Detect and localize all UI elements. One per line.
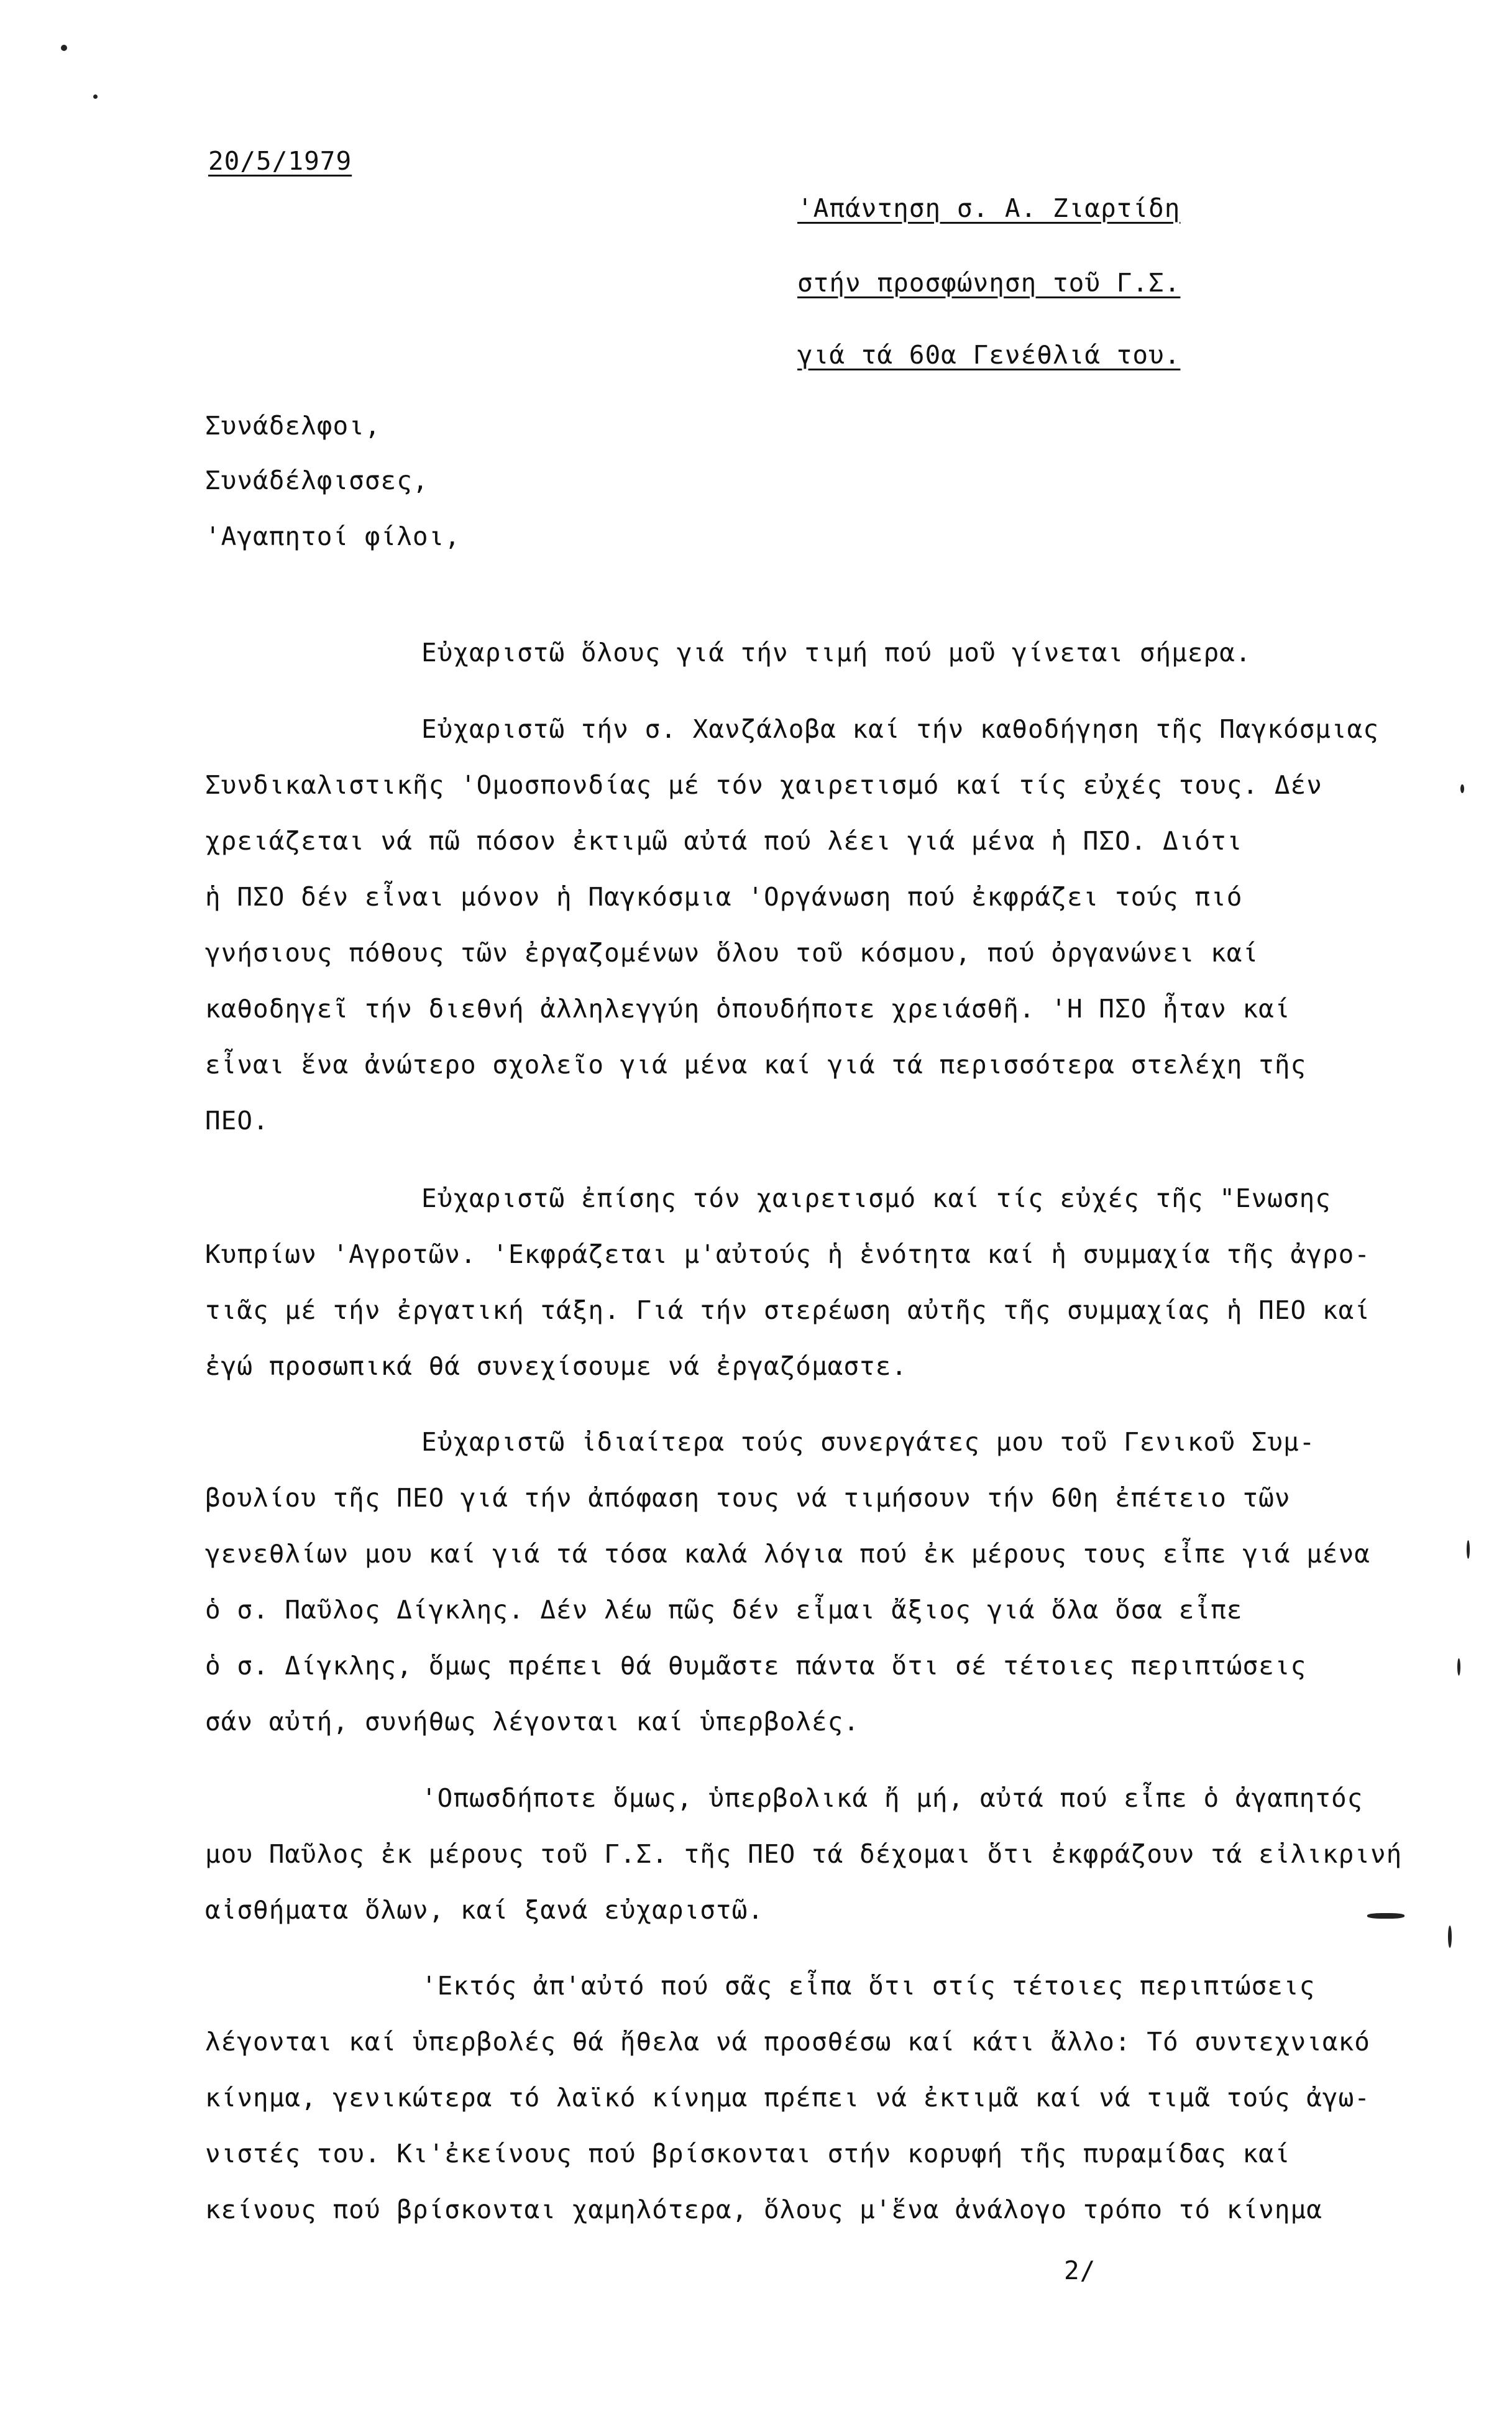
- paragraph-4-line-5: ὁ σ. Δίγκλης, ὅμως πρέπει θά θυμᾶστε πάντα ὅτι σέ τέτοιες περιπτώσεις: [205, 1651, 1307, 1681]
- paragraph-2-line-7: εἶναι ἕνα ἀνώτερο σχολεῖο γιά μένα καί γιά τά περισσότερα στελέχη τῆς: [205, 1050, 1307, 1080]
- paragraph-5-line-1: 'Οπωσδήποτε ὅμως, ὑπερβολικά ἤ μή, αὐτά πού εἶπε ὁ ἀγαπητός: [421, 1783, 1363, 1813]
- heading-line-3: γιά τά 60α Γενέθλιά του.: [797, 340, 1181, 370]
- paragraph-3-line-3: τιᾶς μέ τήν ἐργατική τάξη. Γιά τήν στερέωση αὐτῆς τῆς συμμαχίας ἡ ΠΕΟ καί: [205, 1295, 1370, 1325]
- paragraph-4-line-1: Εὐχαριστῶ ἰδιαίτερα τούς συνεργάτες μου τοῦ Γενικοῦ Συμ-: [421, 1427, 1316, 1457]
- salutation-line-2: Συνάδέλφισσες,: [205, 466, 429, 495]
- paragraph-6-line-1: 'Εκτός ἀπ'αὐτό πού σᾶς εἶπα ὅτι στίς τέτοιες περιπτώσεις: [421, 1971, 1316, 2001]
- paragraph-2-line-1: Εὐχαριστῶ τήν σ. Χανζάλοβα καί τήν καθοδήγηση τῆς Παγκόσμιας: [421, 714, 1380, 744]
- scan-speck: [1457, 1658, 1460, 1676]
- page-number: 2/: [1064, 2256, 1096, 2285]
- paragraph-2-line-6: καθοδηγεῖ τήν διεθνή ἀλληλεγγύη ὁπουδήποτε χρειάσθῆ. 'Η ΠΣΟ ἦταν καί: [205, 994, 1291, 1024]
- paragraph-6-line-2: λέγονται καί ὑπερβολές θά ἤθελα νά προσθέσω καί κάτι ἄλλο: Τό συντεχνιακό: [205, 2027, 1370, 2057]
- paragraph-4-line-2: βουλίου τῆς ΠΕΟ γιά τήν ἀπόφαση τους νά τιμήσουν τήν 60η ἐπέτειο τῶν: [205, 1483, 1291, 1513]
- salutation-line-3: 'Αγαπητοί φίλοι,: [205, 521, 460, 551]
- heading-line-2: στήν προσφώνηση τοῦ Γ.Σ.: [797, 268, 1181, 298]
- paragraph-2-line-8: ΠΕΟ.: [205, 1106, 269, 1136]
- scan-speck: [61, 45, 67, 51]
- scan-speck: [1367, 1913, 1404, 1919]
- paragraph-2-line-3: χρειάζεται νά πῶ πόσον ἐκτιμῶ αὐτά πού λέει γιά μένα ἡ ΠΣΟ. Διότι: [205, 826, 1243, 856]
- paragraph-3-line-4: ἐγώ προσωπικά θά συνεχίσουμε νά ἐργαζόμαστε.: [205, 1351, 908, 1381]
- paragraph-4-line-6: σάν αὐτή, συνήθως λέγονται καί ὑπερβολές.: [205, 1707, 860, 1737]
- paragraph-3-line-2: Κυπρίων 'Αγροτῶν. 'Εκφράζεται μ'αὐτούς ἡ ἑνότητα καί ἡ συμμαχία τῆς ἀγρο-: [205, 1239, 1370, 1269]
- paragraph-5-line-2: μου Παῦλος ἐκ μέρους τοῦ Γ.Σ. τῆς ΠΕΟ τά δέχομαι ὅτι ἐκφράζουν τά εἰλικρινή: [205, 1839, 1403, 1869]
- paragraph-1-line-1: Εὐχαριστῶ ὅλους γιά τήν τιμή πού μοῦ γίνεται σήμερα.: [421, 638, 1252, 668]
- scan-speck: [1448, 1926, 1452, 1948]
- paragraph-6-line-4: νιστές του. Κι'ἐκείνους πού βρίσκονται στήν κορυφή τῆς πυραμίδας καί: [205, 2139, 1291, 2169]
- paragraph-2-line-4: ἡ ΠΣΟ δέν εἶναι μόνον ἡ Παγκόσμια 'Οργάνωση πού ἐκφράζει τούς πιό: [205, 882, 1243, 912]
- heading-line-1: 'Απάντηση σ. Α. Ζιαρτίδη: [797, 193, 1181, 223]
- scan-speck: [93, 94, 98, 99]
- paragraph-2-line-5: γνήσιους πόθους τῶν ἐργαζομένων ὅλου τοῦ κόσμου, πού ὀργανώνει καί: [205, 938, 1259, 968]
- scan-speck: [1467, 1540, 1470, 1559]
- salutation-line-1: Συνάδελφοι,: [205, 411, 381, 441]
- scan-speck: [1460, 784, 1464, 793]
- paragraph-6-line-5: κείνους πού βρίσκονται χαμηλότερα, ὅλους μ'ἕνα ἀνάλογο τρόπο τό κίνημα: [205, 2195, 1322, 2224]
- paragraph-6-line-3: κίνημα, γενικώτερα τό λαϊκό κίνημα πρέπει νά ἐκτιμᾶ καί νά τιμᾶ τούς ἀγω-: [205, 2083, 1370, 2113]
- paragraph-5-line-3: αἰσθήματα ὅλων, καί ξανά εὐχαριστῶ.: [205, 1895, 764, 1925]
- date: 20/5/1979: [208, 146, 352, 176]
- paragraph-3-line-1: Εὐχαριστῶ ἐπίσης τόν χαιρετισμό καί τίς εὐχές τῆς "Ενωσης: [421, 1183, 1331, 1213]
- paragraph-4-line-3: γενεθλίων μου καί γιά τά τόσα καλά λόγια πού ἐκ μέρους τους εἶπε γιά μένα: [205, 1539, 1370, 1569]
- paragraph-2-line-2: Συνδικαλιστικῆς 'Ομοσπονδίας μέ τόν χαιρετισμό καί τίς εὐχές τους. Δέν: [205, 770, 1322, 800]
- paragraph-4-line-4: ὁ σ. Παῦλος Δίγκλης. Δέν λέω πῶς δέν εἶμαι ἄξιος γιά ὅλα ὅσα εἶπε: [205, 1595, 1243, 1625]
